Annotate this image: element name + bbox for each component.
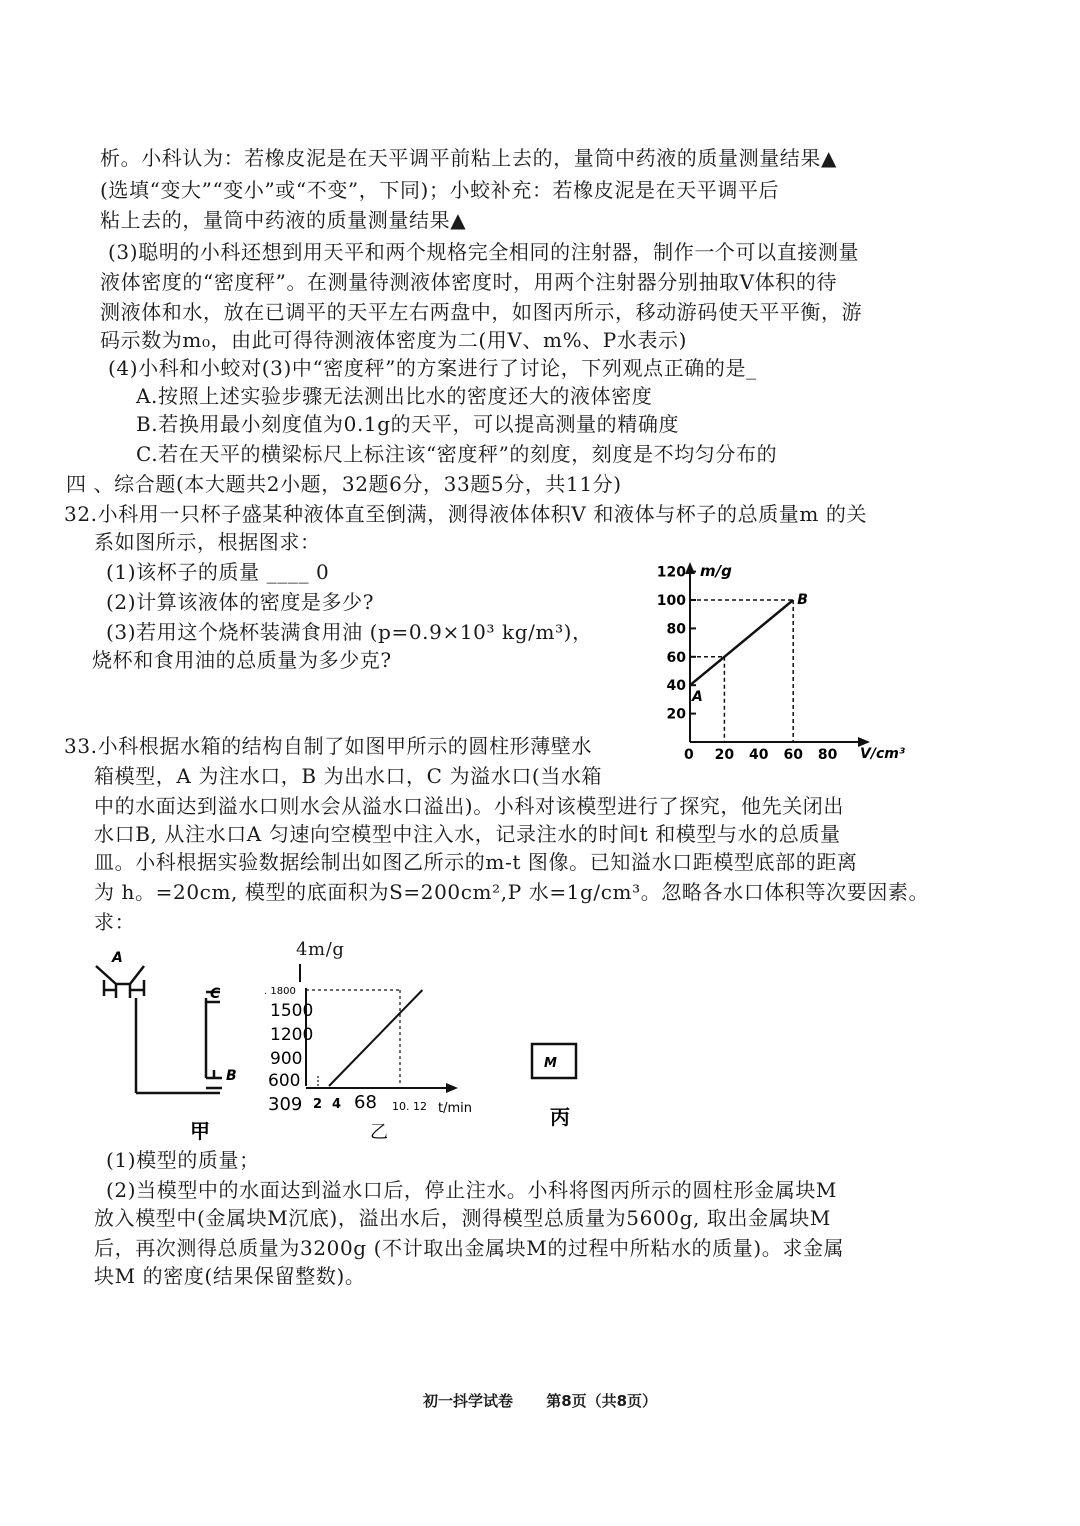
- y-tick-label-40: 40: [666, 678, 686, 695]
- y-tick-1800: . 1800: [264, 986, 296, 997]
- x-tick-4: 4: [332, 1097, 342, 1112]
- point-b-label: B: [797, 592, 808, 608]
- y-tick-900: 900: [270, 1049, 303, 1069]
- x-tick-label-40: 40: [749, 747, 769, 763]
- label-c: C: [210, 986, 221, 1002]
- y-tick-1500: 1500: [270, 1001, 314, 1021]
- inlet-pipe: [104, 980, 144, 998]
- label-b: B: [226, 1068, 237, 1084]
- y-tick-1200: 1200: [270, 1025, 314, 1045]
- q31-p3-line-1: (3)聪明的小科还想到用天平和两个规格完全相同的注射器，制作一个可以直接测量: [108, 240, 860, 264]
- q33-sub-1: (1)模型的质量；: [106, 1148, 260, 1172]
- q31-line-1: 析。小科认为：若橡皮泥是在天平调平前粘上去的，量筒中药液的质量测量结果▲: [100, 146, 837, 170]
- x-tick-label-60: 60: [783, 747, 803, 763]
- q31-p3-line-3: 测液体和水，放在已调平的天平左右两盘中，如图丙所示，移动游码使天平平衡，游: [100, 300, 863, 324]
- x-tick-68: 68: [354, 1092, 377, 1113]
- q33-sub-2-line-2: 放入模型中(金属块M沉底)，溢出水后，测得模型总质量为5600g, 取出金属块M: [94, 1206, 831, 1230]
- q31-line-3: 粘上去的，量筒中药液的质量测量结果▲: [100, 208, 467, 232]
- caption-jia: 甲: [190, 1119, 210, 1143]
- y-tick-600: 600: [268, 1071, 301, 1091]
- x-tick-2: 2: [313, 1097, 323, 1112]
- section-heading: 四 、综合题(本大题共2小题，32题6分，33题5分，共11分): [66, 472, 622, 496]
- y-axis-label: m/g: [700, 562, 732, 580]
- figure-bing: [528, 1040, 598, 1136]
- label-a: A: [112, 950, 123, 966]
- y-tick-label-20: 20: [666, 706, 686, 723]
- x-axis-arrow: [446, 1083, 458, 1093]
- y-tick-label-60: 60: [666, 649, 686, 666]
- q33-sub-2-line-3: 后，再次测得总质量为3200g (不计取出金属块M的过程中所粘水的质量)。求金属: [94, 1236, 845, 1260]
- q32-sub-1: (1)该杯子的质量 ____ 0: [106, 560, 330, 584]
- q33-sub-2-line-1: (2)当模型中的水面达到溢水口后，停止注水。小科将图丙所示的圆柱形金属块M: [106, 1178, 838, 1202]
- point-a-label: A: [692, 689, 703, 706]
- q32-sub-3b: 烧杯和食用油的总质量为多少克?: [92, 648, 392, 672]
- figure-jia: [88, 950, 248, 1146]
- y-tick-label-80: 80: [666, 621, 686, 638]
- q33-line-3: 中的水面达到溢水口则水会从溢水口溢出)。小科对该模型进行了探究，他先关闭出: [94, 794, 845, 818]
- origin-label: 0: [684, 747, 694, 763]
- x-tick-label-20: 20: [714, 747, 735, 763]
- y-tick-label-120: 120: [656, 564, 686, 581]
- q31-line-2: (选填“变大”“变小”或“不变”，下同)；小蛟补充：若橡皮泥是在天平调平后: [100, 178, 780, 202]
- q31-p3-line-4: 码示数为m₀，由此可得待测液体密度为二(用V、m%、P水表示): [100, 328, 688, 352]
- x-tick-label-80: 80: [817, 747, 838, 763]
- footer-title: 初一抖学试卷: [422, 1392, 513, 1410]
- x-axis-label: V/cm³: [860, 746, 905, 762]
- yi-y-label: 4m/g: [296, 939, 345, 960]
- option-a: A.按照上述实验步骤无法测出比水的密度还大的液体密度: [136, 384, 653, 408]
- q33-line-7: 求：: [94, 910, 136, 934]
- caption-yi: 乙: [370, 1122, 388, 1143]
- q33-sub-2-line-4: 块M 的密度(结果保留整数)。: [94, 1264, 366, 1288]
- caption-bing: 丙: [550, 1105, 570, 1129]
- q32-line-2: 系如图所示，根据图求：: [94, 530, 321, 554]
- page-footer: [0, 1390, 1080, 1411]
- y-tick-label-100: 100: [656, 593, 686, 609]
- option-b: B.若换用最小刻度值为0.1g的天平，可以提高测量的精确度: [136, 412, 680, 436]
- q33-line-1: 33.小科根据水箱的结构自制了如图甲所示的圆柱形薄壁水: [64, 734, 593, 758]
- footer-page: 第8页（共8页）: [546, 1392, 658, 1410]
- series-line: [329, 990, 422, 1086]
- series-line: [690, 600, 793, 685]
- q32-line-1: 32.小科用一只杯子盛某种液体直至倒满，测得液体体积V 和液体与杯子的总质量m 的关: [64, 502, 868, 526]
- q33-line-5: 皿。小科根据实验数据绘制出如图乙所示的m-t 图像。已知溢水口距模型底部的距离: [94, 850, 858, 874]
- x-tick-10-12: 10. 12: [392, 1100, 427, 1113]
- q33-line-4: 水口B, 从注水口A 匀速向空模型中注入水，记录注水的时间t 和模型与水的总质量: [94, 822, 841, 846]
- q33-line-6: 为 h。=20cm, 模型的底面积为S=200cm²,P 水=1g/cm³。忽略各水口体积等次要因素。: [94, 880, 930, 904]
- option-c: C.若在天平的横梁标尺上标注该“密度秤”的刻度，刻度是不均匀分布的: [136, 442, 778, 466]
- x-axis-label: t/min: [438, 1101, 472, 1116]
- mass-volume-chart: [650, 556, 940, 770]
- q31-p3-line-2: 液体密度的“密度秤”。在测量待测液体密度时，用两个注射器分别抽取V体积的待: [100, 270, 838, 294]
- q33-line-2: 箱模型，A 为注水口，B 为出水口，C 为溢水口(当水箱: [94, 764, 603, 788]
- q31-p4-line: (4)小科和小蛟对(3)中“密度秤”的方案进行了讨论，下列观点正确的是_: [108, 356, 757, 380]
- label-m: M: [544, 1056, 557, 1071]
- x-tick-309: 309: [268, 1094, 303, 1115]
- mass-time-chart: [260, 960, 510, 1146]
- q32-sub-3: (3)若用这个烧杯装满食用油 (p=0.9×10³ kg/m³)，: [106, 620, 593, 644]
- drain-outlet: [206, 1070, 222, 1088]
- q32-sub-2: (2)计算该液体的密度是多少?: [106, 590, 375, 614]
